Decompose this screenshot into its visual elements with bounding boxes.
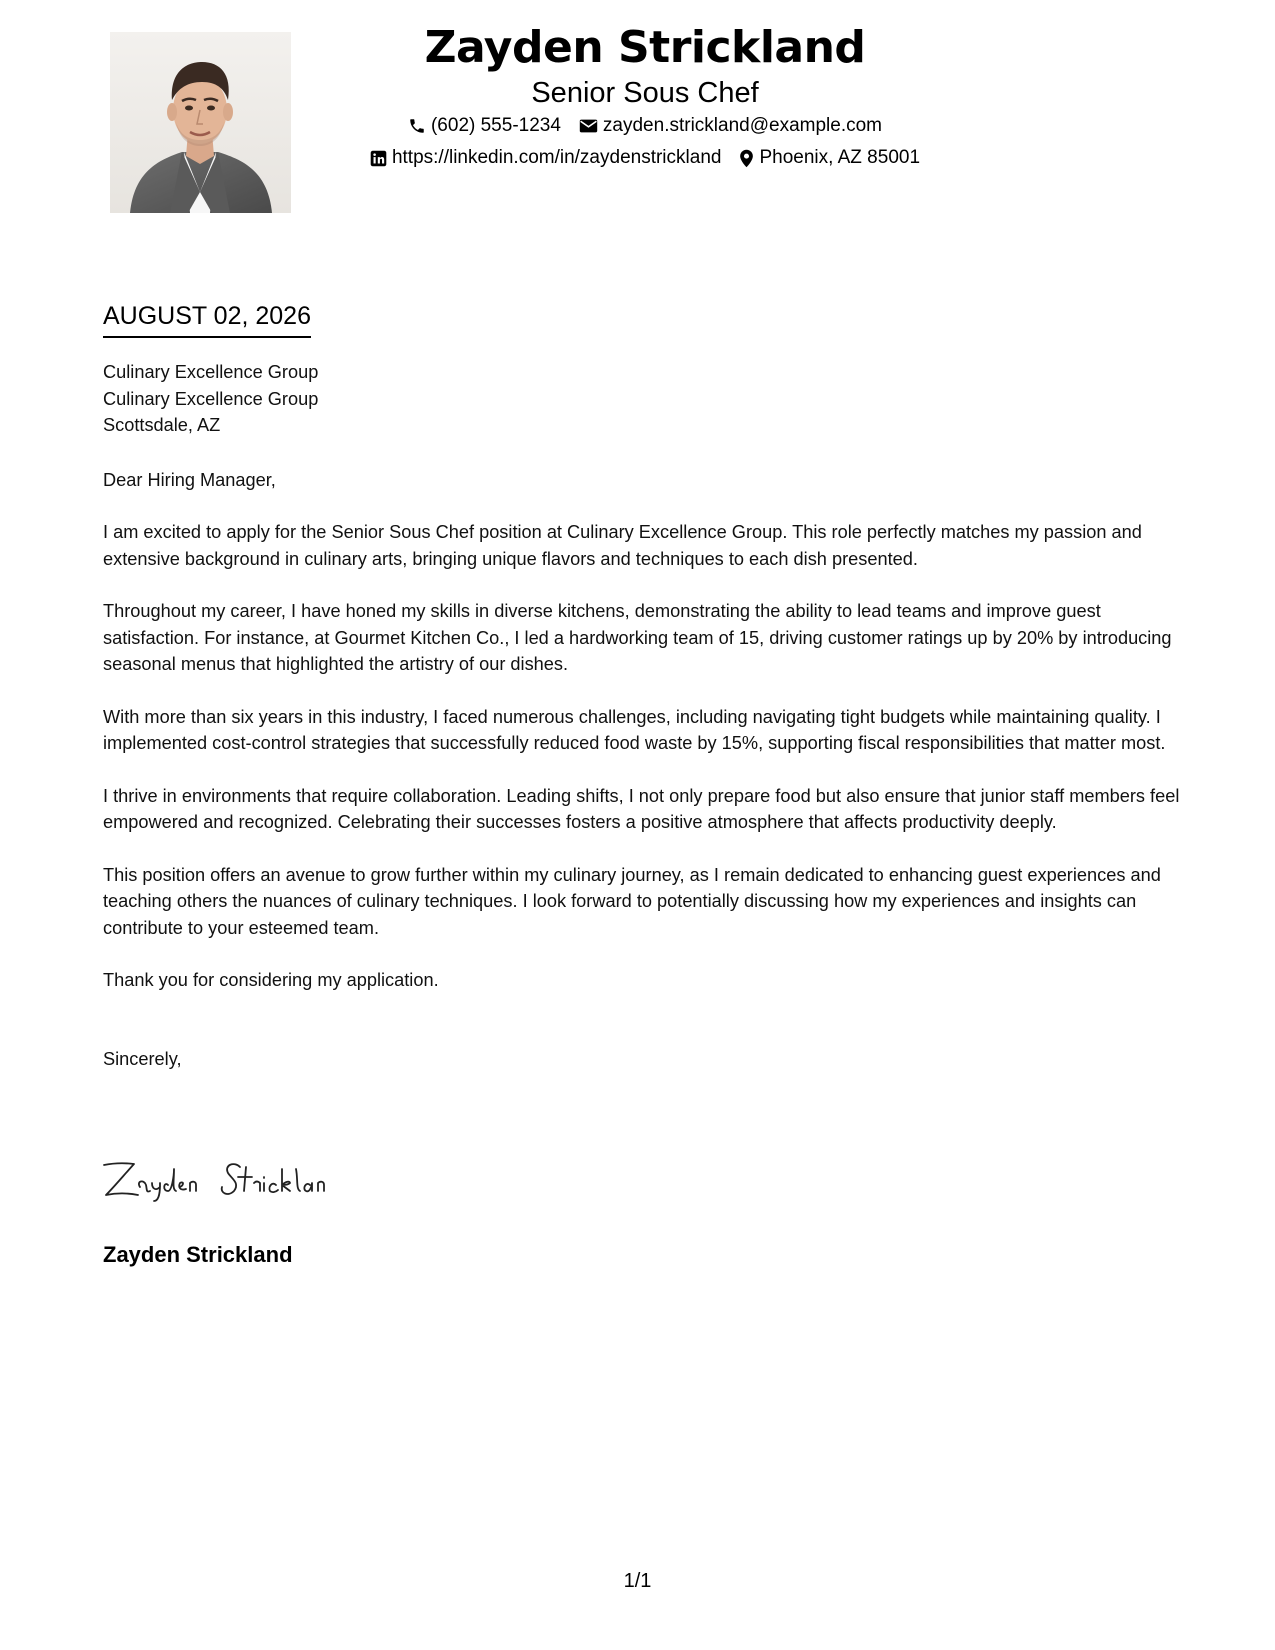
paragraph: This position offers an avenue to grow further within my culinary journey, as I remain dedicated to enhancing guest experiences and teaching others the nuances of culinary techniques. I look forward to potentially discussing how my experiences and insights can contribute to your esteemed team. (103, 864, 1161, 938)
contact-row-secondary (310, 142, 980, 174)
linkedin-text: https://linkedin.com/in/zaydenstrickland (391, 147, 722, 168)
email-text: zayden.strickland@example.com (602, 115, 882, 136)
paragraph: I am excited to apply for the Senior Sous Chef position at Culinary Excellence Group. This role perfectly matches my passion and extensive background in culinary arts, bringing unique flavors and techniques to each dish presented. (103, 522, 1142, 569)
recipient-block (103, 359, 1183, 439)
page-number: 1/1 (623, 1570, 652, 1592)
header (310, 20, 980, 174)
recipient-line: Culinary Excellence Group (103, 362, 319, 382)
phone-icon (408, 117, 426, 135)
greeting: Dear Hiring Manager, (103, 469, 276, 490)
thanks-line: Thank you for considering my application. (103, 970, 439, 990)
closing: Sincerely, (103, 1048, 182, 1069)
paragraph: With more than six years in this industry, I faced numerous challenges, including navigating tight budgets while maintaining quality. I implemented cost-control strategies that successfully reduced food waste by 15%, supporting fiscal responsibilities that matter most. (103, 706, 1166, 753)
contact-email[interactable] (579, 110, 882, 142)
location-text: Phoenix, AZ 85001 (759, 147, 921, 168)
contact-row-primary (310, 110, 980, 142)
contact-phone[interactable] (408, 110, 561, 142)
linkedin-icon (370, 150, 387, 167)
profile-photo (110, 32, 291, 213)
paragraph: Throughout my career, I have honed my skills in diverse kitchens, demonstrating the ability to lead teams and improve guest satisfaction. For instance, at Gourmet Kitchen Co., I led a hardworking team of 15, driving customer ratings up by 20% by introducing seasonal menus that highlighted the artistry of our dishes. (103, 601, 1172, 674)
map-pin-icon (739, 149, 754, 168)
recipient-line: Scottsdale, AZ (103, 415, 221, 435)
letter-date: AUGUST 02, 2026 (103, 298, 311, 338)
envelope-icon (579, 118, 598, 134)
letter-body (103, 359, 1183, 1072)
candidate-name: Zayden Strickland (424, 22, 866, 73)
typed-name: Zayden Strickland (103, 1242, 293, 1267)
contact-linkedin[interactable] (370, 142, 722, 174)
phone-text: (602) 555-1234 (430, 115, 561, 136)
contact-location (739, 142, 920, 174)
signature (100, 1155, 380, 1210)
recipient-line: Culinary Excellence Group (103, 388, 319, 409)
job-title: Senior Sous Chef (531, 77, 759, 109)
paragraph: I thrive in environments that require collaboration. Leading shifts, I not only prepare food but also ensure that junior staff members feel empowered and recognized. Celebrating their successes fosters a positive atmosphere that affects productivity deeply. (103, 785, 1180, 832)
